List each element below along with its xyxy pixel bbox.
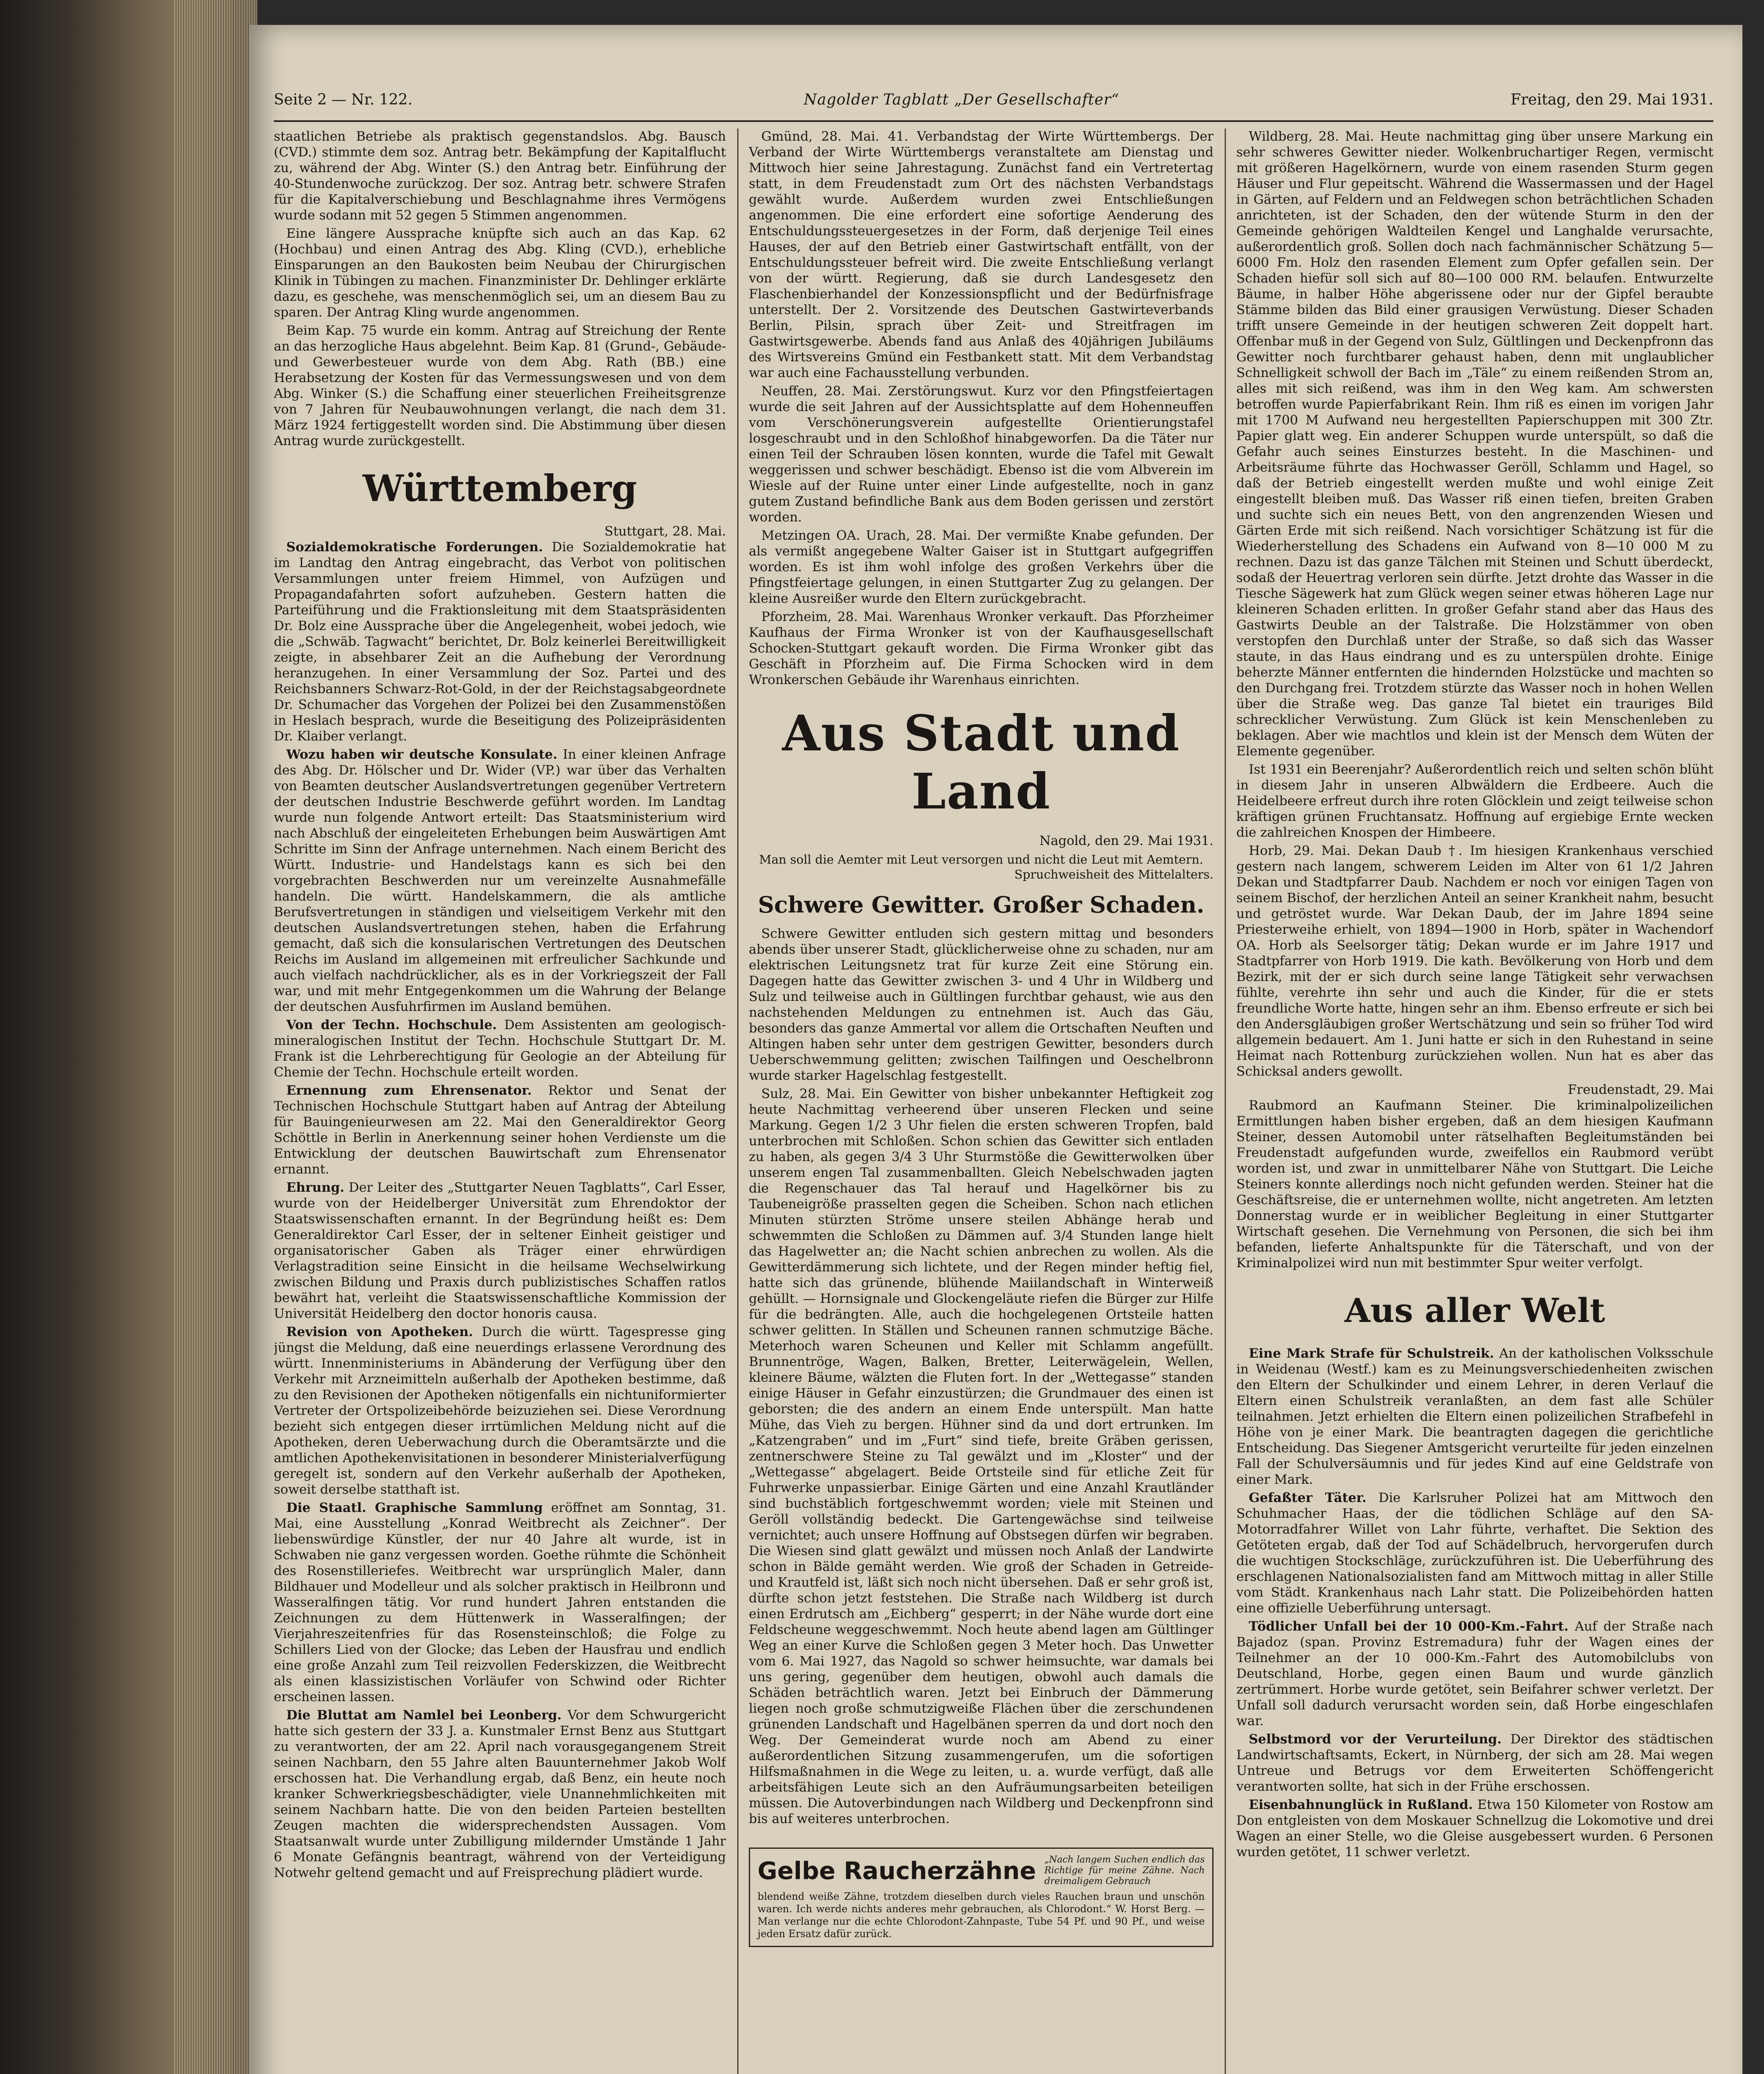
dateline: Nagold, den 29. Mai 1931.: [1039, 833, 1213, 848]
article-paragraph: [1236, 1346, 1713, 1487]
header-rule: [274, 120, 1713, 122]
article-paragraph: [274, 1017, 726, 1080]
article-lead: Die Staatl. Graphische Sammlung: [286, 1500, 543, 1515]
article-paragraph: [1236, 1797, 1713, 1860]
article-text: Der Leiter des „Stuttgarter Neuen Tagblatts“, Carl Esser, wurde von der Heidelberger Universität zum Ehrendoktor der Staatswissenschaften ernannt. In der Begründung heißt es: Dem Generaldirektor Carl Esser, der in seltener Einheit geistiger und organisatorischer Gaben als Träger einer ehrwürdigen Verlagstradition seine Einsicht in die heilsame Wechselwirkung zwischen Bildung und Praxis durch publizistisches Schaffen ratlos bewährt hat, verleiht die Staatswissenschaftliche Kommission der Universität Heidelberg den doctor honoris causa.: [274, 1180, 726, 1321]
article-lead: Die Bluttat am Namlel bei Leonberg.: [286, 1708, 562, 1723]
ad-quote: „Nach langem Suchen endlich das Richtige für meine Zähne. Nach dreimaligem Gebrauch: [1044, 1855, 1205, 1887]
column-rule: [1225, 129, 1226, 2074]
article-paragraph: [1236, 1731, 1713, 1794]
ad-header: [758, 1855, 1205, 1887]
article-lead: Wozu haben wir deutsche Konsulate.: [286, 747, 558, 762]
column-3: [1236, 129, 1713, 2074]
article-paragraph: Neuffen, 28. Mai. Zerstörungswut. Kurz vor den Pfingstfeiertagen wurde die seit Jahren auf der Aussichtsplatte auf dem Hohenneuffen vom Verschönerungsverein aufgestellte Orientierungstafel losgeschraubt und in den Schloßhof hinabgeworfen. Da die Täter nur einen Teil der Schrauben lösen konnten, wurde die Tafel mit Gewalt weggerissen und schwer beschädigt. Ebenso ist die vom Albverein im Wiesle auf der Ruine unter einer Linde aufgestellte, noch in ganz gutem Zustand befindliche Bank aus dem Boden gerissen und zerstört worden.: [749, 384, 1213, 525]
article-lead: Eisenbahnunglück in Rußland.: [1249, 1797, 1473, 1812]
dateline: Freudenstadt, 29. Mai: [1568, 1082, 1713, 1097]
article-paragraph: [274, 539, 726, 744]
section-heading-aus-stadt-und-land: Aus Stadt und Land: [782, 704, 1180, 820]
article-text: Auf der Straße nach Bajadoz (span. Provinz Estremadura) fuhr der Wagen eines der Teilnehmer an der 10 000-Km.-Fahrt des Automobilclubs von Deutschland, Horbe, gegen einen Baum und wurde gänzlich zertrümmert. Horbe wurde getötet, sein Beifahrer schwer verletzt. Der Unfall soll dadurch verursacht worden sein, daß Horbe eingeschlafen war.: [1236, 1619, 1713, 1728]
article-text: An der katholischen Volksschule in Weidenau (Westf.) kam es zu Meinungsverschiedenheiten zwischen den Eltern der Schulkinder und einem Lehrer, in deren Verlauf die Eltern einen Schulstreik veranlaßten, an dem fast alle Schüler teilnahmen. Jetzt erhielten die Eltern einen polizeilichen Strafbefehl in Höhe von je einer Mark. Die beantragten dagegen die gerichtliche Entscheidung. Das Siegener Amtsgericht verurteilte für jeden einzelnen Fall der Schulversäumnis und für jedes Kind auf eine Geldstrafe von einer Mark.: [1236, 1346, 1713, 1487]
article-lead: Eine Mark Strafe für Schulstreik.: [1249, 1346, 1494, 1361]
article-paragraph: Eine längere Aussprache knüpfte sich auch an das Kap. 62 (Hochbau) und einen Antrag des Abg. Kling (CVD.), erhebliche Einsparungen an den Baukosten beim Neubau der Chirurgischen Klinik in Tübingen zu machen. Finanzminister Dr. Dehlinger erklärte dazu, es geschehe, was menschenmöglich sei, um an diesem Bau zu sparen. Der Antrag Kling wurde angenommen.: [274, 226, 726, 320]
article-lead: Revision von Apotheken.: [286, 1324, 473, 1339]
advertisement-chlorodont: [749, 1848, 1213, 1947]
article-text: eröffnet am Sonntag, 31. Mai, eine Ausstellung „Konrad Weitbrecht als Zeichner“. Der liebenswürdige Künstler, der nur 40 Jahre alt wurde, ist in Schwaben nie ganz vergessen worden. Goethe rühmte die Schönheit des Rosenstilleriefes. Weitbrecht war ursprünglich Maler, dann Bildhauer und Modelleur und als solcher praktisch in Heilbronn und Wasseralfingen tätig. Vor rund hundert Jahren entstanden die Zeichnungen zu dem Hüttenwerk in Wasseralfingen; der Vierjahreszeitenfries für das Rosensteinschloß; die Folge zu Schillers Lied von der Glocke; das Leben der Hausfrau und endlich eine große Anzahl zum Teil reizvollen Federskizzen, die Weitbrecht als einen klassizistischen Vorläufer von Schwind oder Richter erscheinen lassen.: [274, 1500, 726, 1704]
article-lead: Selbstmord vor der Verurteilung.: [1249, 1732, 1502, 1747]
article-paragraph: Ist 1931 ein Beerenjahr? Außerordentlich reich und selten schön blüht in diesem Jahr in unseren Albwäldern die Erdbeere. Auch die Heidelbeere erfreut durch ihre roten Glöcklein und zeigt teilweise schon kräftigen grünen Fruchtansatz. Hoffnung auf ergiebige Ernte wecken die zahlreichen Knospen der Himbeere.: [1236, 762, 1713, 840]
page-header: [274, 83, 1713, 116]
article-paragraph: Gmünd, 28. Mai. 41. Verbandstag der Wirte Württembergs. Der Verband der Wirte Württembergs veranstaltete am Dienstag und Mittwoch hier seine Jahrestagung. Zunächst fand ein Vertretertag statt, in dem Freudenstadt zum Ort des nächsten Verbandstags gewählt wurde. Außerdem wurden zwei Entschließungen angenommen. Die eine erfordert eine sofortige Aenderung des Entschuldungssteuergesetzes in der Form, daß derjenige Teil eines Hauses, der auf den Betrieb einer Gastwirtschaft entfällt, von der Entschuldungssteuer befreit wird. Die zweite Entschließung verlangt von der württ. Regierung, daß sie durch Landesgesetz den Flaschenbierhandel der Konzessionspflicht und der Bedürfnisfrage unterstellt. Der 2. Vorsitzende des Deutschen Gastwirteverbands Berlin, Pilsin, sprach über Zeit- und Streitfragen im Gastwirtsgewerbe. Abends fand aus Anlaß des 40jährigen Jubiläums des Wirtsvereins Gmünd ein Festbankett statt. Mit dem Verbandstag war auch eine Fachausstellung verbunden.: [749, 129, 1213, 380]
article-lead: Sozialdemokratische Forderungen.: [286, 540, 543, 555]
article-lead: Tödlicher Unfall bei der 10 000-Km.-Fahrt.: [1249, 1619, 1569, 1634]
article-lead: Gefaßter Täter.: [1249, 1490, 1367, 1505]
article-lead: Ernennung zum Ehrensenator.: [286, 1083, 532, 1098]
article-paragraph: Raubmord an Kaufmann Steiner. Die kriminalpolizeilichen Ermittlungen haben bisher ergeben, daß an dem hiesigen Kaufmann Steiner, dessen Automobil unter rätselhaften Begleitumständen bei Freudenstadt aufgefunden wurde, zweifellos ein Raubmord verübt worden ist, und zwar in unmittelbarer Nähe von Stuttgart. Die Leiche Steiners konnte allerdings noch nicht gefunden werden. Steiner hat die Geschäftsreise, die er unternehmen wollte, nicht angetreten. Am letzten Donnerstag wurde er in weiblicher Begleitung in einer Stuttgarter Wirtschaft gesehen. Die Vernehmung von Personen, die sich bei ihm befanden, lieferte Anhaltspunkte für die Täterschaft, und von der Kriminalpolizei wird nun mit bestimmter Spur weiter verfolgt.: [1236, 1098, 1713, 1271]
article-paragraph: Sulz, 28. Mai. Ein Gewitter von bisher unbekannter Heftigkeit zog heute Nachmittag verheerend über unseren Flecken und seine Markung. Gegen 1/2 3 Uhr fielen die ersten schweren Tropfen, bald unterbrochen mit Schloßen. Schon schien das Gewitter sich entladen zu haben, als gegen 3/4 3 Uhr Sturmstöße die Gewitterwolken über unserem engen Tal zusammenballten. Gleich Nebelschwaden jagten die Regenschauer das Tal herauf und Hagelkörner bis zu Taubeneigröße prasselten gegen die Scheiben. Schon nach etlichen Minuten stürzten Ströme unsere steilen Abhänge herab und schwemmten die Schloßen zu Dämmen auf. 3/4 Stunden lange hielt das Hagelwetter an; die Nacht schien anbrechen zu wollen. Als die Gewitterdämmerung sich lichtete, und der Regen minder heftig fiel, hatte sich das grünende, blühende Maiilandschaft in Winterweiß gehüllt. — Hornsignale und Glockengeläute riefen die Bürger zur Hilfe für die bedrängten. Alle, auch die hochgelegenen Ortsteile hatten schwer gelitten. In Ställen und Scheunen rannen schmutzige Bäche. Meterhoch waren Scheunen und Keller mit Schlamm angefüllt. Brunnentröge, Wagen, Balken, Bretter, Leiterwägelein, Wellen, kleinere Bäume, wälzten die Fluten fort. In der „Wettegasse“ standen einige Häuser in Gefahr einzustürzen; die Grundmauer des einen ist geborsten; die des andern an einem Ende unterspült. Man hatte Mühe, das Vieh zu bergen. Hühner sind da und dort ertrunken. Im „Katzengraben“ und im „Furt“ sind tiefe, breite Gräben gerissen, zentnerschwere Steine zu Tal gewälzt und im „Kloster“ und der „Wettegasse“ abgelagert. Beide Ortsteile sind für etliche Zeit für Fuhrwerke unpassierbar. Einige Gärten und eine Anzahl Krautländer sind buchstäblich fortgeschwemmt worden; viele mit Steinen und Geröll vollständig bedeckt. Die Gartengewächse sind teilweise vernichtet; auch unsere Hoffnung auf Obstsegen dürfen wir begraben. Die Wiesen sind glatt gewälzt und müssen noch Anlaß der Landwirte schon in Bälde gemäht werden. Wie groß der Schaden in Getreide- und Krautfeld ist, läßt sich noch nicht übersehen. Daß er sehr groß ist, dürfte schon jetzt feststehen. Die Straße nach Wildberg ist durch einen Erdrutsch am „Eichberg“ gesperrt; in der Nähe wurde dort eine Feldscheune weggeschwemmt. Noch heute abend lagen am Gültlinger Weg an einer Kurve die Schloßen gegen 3 Meter hoch. Das Unwetter vom 6. Mai 1927, das Nagold so schwer heimsuchte, war damals bei uns gering, gegenüber dem heutigen, obwohl auch damals die Schäden beträchtlich waren. Jetzt bei Einbruch der Dämmerung liegen noch große schmutzigweiße Flächen über die zerschundenen grünenden Landschaft und Hagelbänen sperren da und dort noch den Weg. Der Gemeinderat wurde noch am Abend zu einer außerordentlichen Sitzung zusammengerufen, um die sofortigen Hilfsmaßnahmen in die Wege zu leiten, u. a. wurde verfügt, daß alle arbeitsfähigen Leute sich an den Aufräumungsarbeiten beteiligen müssen. Die Autoverbindungen nach Wildberg und Deckenpfronn sind bis auf weiteres unterbrochen.: [749, 1086, 1213, 1826]
article-paragraph: [274, 1180, 726, 1322]
article-paragraph: [274, 1324, 726, 1497]
article-paragraph: Pforzheim, 28. Mai. Warenhaus Wronker verkauft. Das Pforzheimer Kaufhaus der Firma Wronker ist von der Kaufhausgesellschaft Schocken-Stuttgart gekauft worden. Die Firma Wronker gibt das Geschäft in Pforzheim auf. Die Firma Schocken wird in dem Wronkerschen Gebäude ihr Warenhaus einrichten.: [749, 609, 1213, 687]
article-paragraph: staatlichen Betriebe als praktisch gegenstandslos. Abg. Bausch (CVD.) stimmte dem soz. Antrag betr. Bekämpfung der Kapitalflucht zu, während der Abg. Winter (S.) den Antrag betr. Einführung der 40-Stundenwoche zurückzog. Der soz. Antrag betr. schwere Strafen für die Kapitalverschiebung und Beschlagnahme ihres Vermögens wurde sodann mit 52 gegen 5 Stimmen angenommen.: [274, 129, 726, 223]
article-paragraph: Beim Kap. 75 wurde ein komm. Antrag auf Streichung der Rente an das herzogliche Haus abgelehnt. Beim Kap. 81 (Grund-, Gebäude- und Gewerbesteuer wurde von dem Abg. Rath (BB.) eine Herabsetzung der Kosten für das Vermessungswesen und von dem Abg. Winker (S.) die Schaffung einer steuerlichen Freiheitsgrenze von 7 Jahren für Neubauwohnungen verlangt, die nach dem 31. März 1924 fertiggestellt worden sind. Die Abstimmung über diesen Antrag wurde zurückgestellt.: [274, 323, 726, 448]
newspaper-page: [249, 25, 1742, 2074]
header-date: Freitag, den 29. Mai 1931.: [1511, 91, 1713, 108]
article-paragraph: [274, 1083, 726, 1177]
article-text: Durch die württ. Tagespresse ging jüngst die Meldung, daß eine neuerdings erlassene Verordnung des württ. Innenministeriums in Abänderung der Verfügung über den Verkehr mit Arzneimitteln außerhalb der Apotheken bestimme, daß zu den Revisionen der Apotheken nötigenfalls ein nichtuniformierter Vertreter der Ortspolizeibehörde beizuziehen sei. Diese Verordnung bezieht sich entgegen dieser irrtümlichen Meldung nicht auf die Apotheken, deren Ueberwachung durch die Oberamtsärzte und die amtlichen Apothekenvisitationen in besonderer Ministerialverfügung geregelt ist, sondern auf den Verkehr außerhalb der Apotheken, soweit derselbe statthaft ist.: [274, 1324, 726, 1497]
article-text: Etwa 150 Kilometer von Rostow am Don entgleisten von dem Moskauer Schnellzug die Lokomotive und drei Wagen an einer Stelle, wo die Gleise ausgebessert wurden. 6 Personen wurden getötet, 11 schwer verletzt.: [1236, 1797, 1713, 1860]
article-paragraph: [274, 1707, 726, 1881]
article-text: Rektor und Senat der Technischen Hochschule Stuttgart haben auf Antrag der Abteilung für Bauingenieurwesen am 22. Mai den Generaldirektor Georg Schöttle in Berlin in Anerkennung seiner hohen Verdienste um die Entwicklung der deutschen Bauwirtschaft zum Ehrensenator ernannt.: [274, 1083, 726, 1177]
article-paragraph: [1236, 1490, 1713, 1616]
article-text: Die Karlsruher Polizei hat am Mittwoch den Schuhmacher Haas, der die tödlichen Schläge auf den SA-Motorradfahrer Willet von Lahr führte, verhaftet. Die Sektion des Getöteten ergab, daß der Tod auf Schädelbruch, hervorgerufen durch die wuchtigen Stockschläge, zurückzuführen ist. Die Ueberführung des erschlagenen Nationalsozialisten fand am Mittwoch mittag in aller Stille vom Städt. Krankenhaus nach Lahr statt. Die Polizeibehörden hatten eine offizielle Ueberführung untersagt.: [1236, 1490, 1713, 1616]
article-paragraph: [1236, 1619, 1713, 1729]
motto-source: Spruchweisheit des Mittelalters.: [1014, 867, 1213, 881]
article-paragraph: Schwere Gewitter entluden sich gestern mittag und besonders abends über unserer Stadt, glücklicherweise ohne zu schaden, nur am elektrischen Leitungsnetz trat für kurze Zeit eine Störung ein. Dagegen hatte das Gewitter zwischen 3- und 4 Uhr in Wildberg und Sulz und teilweise auch in Gültlingen furchtbar gehaust, wie aus den nachstehenden Meldungen zu entnehmen ist. Auch das Gäu, besonders das ganze Ammertal vor allem die Ortschaften Neuften und Altingen haben sehr unter dem gestrigen Gewitter, besonders durch Ueberschwemmung gelitten; zwischen Tailfingen und Oeschelbronn wurde starker Hagelschlag festgestellt.: [749, 926, 1213, 1083]
column-1: [274, 129, 726, 2074]
article-text: Vor dem Schwurgericht hatte sich gestern der 33 J. a. Kunstmaler Ernst Benz aus Stuttgart zu verantworten, der am 22. April nach vorausgegangenem Streit seinen Nachbarn, den 55 Jahre alten Bauunternehmer Jakob Wolf erschossen hat. Die Verhandlung ergab, daß Benz, ein heute noch kranker Schwerkriegsbeschädigter, viele Unannehmlichkeiten mit seinem Nachbarn hatte. Die von den beiden Parteien bestellten Zeugen machten die widersprechendsten Aussagen. Vom Staatsanwalt wurde unter Zubilligung mildernder Umstände 1 Jahr 6 Monate Gefängnis beantragt, während von der Verteidigung Notwehr geltend gemacht und auf Freisprechung plädiert wurde.: [274, 1708, 726, 1880]
article-text: Dem Assistenten am geologisch-mineralogischen Institut der Techn. Hochschule Stuttgart Dr. M. Frank ist die Lehrberechtigung für Geologie an der Abteilung für Chemie der Techn. Hochschule erteilt worden.: [274, 1018, 726, 1080]
article-paragraph: [274, 747, 726, 1015]
section-heading-wuerttemberg: Württemberg: [363, 467, 637, 510]
article-paragraph: Metzingen OA. Urach, 28. Mai. Der vermißte Knabe gefunden. Der als vermißt angegebene Walter Gaiser ist in Stuttgart aufgegriffen worden. Es ist ihm wohl infolge des großen Verkehrs über die Pfingstfeiertage gelungen, in einen Stuttgarter Zug zu gelangen. Der kleine Ausreißer wurde den Eltern zurückgebracht.: [749, 528, 1213, 606]
header-page-number: Seite 2 — Nr. 122.: [274, 91, 413, 108]
motto: [749, 852, 1213, 882]
ad-title: Gelbe Raucherzähne: [758, 1857, 1036, 1885]
article-lead: Von der Techn. Hochschule.: [286, 1018, 497, 1032]
motto-text: Man soll die Aemter mit Leut versorgen und nicht die Leut mit Aemtern.: [759, 852, 1204, 867]
article-text: Die Sozialdemokratie hat im Landtag den Antrag eingebracht, das Verbot von politischen Versammlungen unter freiem Himmel, von Aufzügen und Propagandafahrten sofort aufzuheben. Gestern hatten die Parteiführung und die Fraktionsleitung mit dem Staatspräsidenten Dr. Bolz eine Aussprache über die Angelegenheit, wobei jedoch, wie die „Schwäb. Tagwacht“ berichtet, Dr. Bolz keinerlei Bereitwilligkeit zeigte, in absehbarer Zeit an die Aufhebung der Verordnung heranzugehen. In einer Versammlung der Soz. Partei und des Reichsbanners Schwarz-Rot-Gold, in der der Reichstagsabgeordnete Dr. Schumacher das Vorgehen der Polizei bei den Zusammenstößen in Heslach besprach, wurde die Beseitigung des Polizeipräsidenten Dr. Klaiber verlangt.: [274, 540, 726, 744]
article-paragraph: Wildberg, 28. Mai. Heute nachmittag ging über unsere Markung ein sehr schweres Gewitter nieder. Wolkenbruchartiger Regen, vermischt mit größeren Hagelkörnern, wurde von einem rasenden Sturm gegen Häuser und Flur gepeitscht. Während die Wassermassen und der Hagel in Gärten, auf Feldern und an Feldwegen schon beträchtlichen Schaden anrichteten, ist der Schaden, den der wütende Sturm in den der Gemeinde gehörigen Waldteilen Kengel und Langhalde verursachte, außerordentlich groß. Sollen doch nach fachmännischer Schätzung 5—6000 Fm. Holz den rasenden Element zum Opfer gefallen sein. Der Schaden hiefür soll sich auf 80—100 000 RM. belaufen. Entwurzelte Bäume, in halber Höhe abgerissene oder nur der Gipfel beraubte Stämme bilden das Bild einer grausigen Verwüstung. Dieser Schaden trifft unsere Gemeinde in der heutigen schweren Zeit doppelt hart. Offenbar muß in der Gegend von Sulz, Gültlingen und Deckenpfronn das Gewitter noch furchtbarer gehaust haben, denn mit unglaublicher Schnelligkeit schwoll der Bach im „Täle“ zu einem reißenden Strom an, alles mit sich reißend, was ihm in den Weg kam. Am schwersten betroffen wurde Papierfabrikant Rein. Ihm riß es einen im vorigen Jahr mit 1700 M Aufwand neu hergestellten Papierschuppen mit 300 Ztr. Papier glatt weg. Ein anderer Schuppen wurde unterspült, so daß die Gefahr auch seines Einsturzes besteht. In die Maschinen- und Arbeitsräume führte das Hochwasser Geröll, Schlamm und Hagel, so daß der Betrieb eingestellt werden mußte und wohl einige Zeit eingestellt bleiben muß. Das Wasser riß einen tiefen, breiten Graben und suchte sich ein neues Bett, von den angrenzenden Wiesen und Gärten Erde mit sich reißend. Nach vorsichtiger Schätzung ist für die Wiederherstellung des Schadens ein Aufwand von 8—10 000 M zu rechnen. Dazu ist das ganze Tälchen mit Steinen und Schutt überdeckt, sodaß der Heuertrag verloren sein dürfte. Jetzt drohte das Wasser in die Tiesche Sägewerk hat zum Glück wegen seiner etwas höheren Lage nur kleineren Schaden erlitten. In großer Gefahr stand aber das Haus des Gastwirts Deuble an der Talstraße. Die Holzstämmer von oben verstopfen den Durchlaß unter der Straße, so daß sich das Wasser staute, in das Haus eindrang und es zu unterspülen drohte. Einige beherzte Männer entfernten die hindernden Holzstücke und machten so den Durchgang frei. Trotzdem stürzte das Wasser noch in hohen Wellen über die Straße weg. Das ganze Tal bietet ein trauriges Bild schrecklicher Verwüstung. Zum Glück ist kein Menschenleben zu beklagen. Aber wie machtlos und klein ist der Mensch dem Wüten der Elemente gegenüber.: [1236, 129, 1713, 759]
article-paragraph: Horb, 29. Mai. Dekan Daub †. Im hiesigen Krankenhaus verschied gestern nach langem, schwerem Leiden im Alter von 61 1/2 Jahren Dekan und Stadtpfarrer Daub. Nachdem er noch vor einigen Tagen von seinem Bischof, der herzlichen Anteil an seiner Krankheit nahm, besucht und getröstet wurde. War Dekan Daub, der im Jahre 1894 seine Priesterweihe erhielt, von 1894—1900 in Horb, später in Wachendorf OA. Horb als Seelsorger tätig; Dekan wurde er im Jahre 1917 und Stadtpfarrer von Horb 1919. Die kath. Bevölkerung von Horb und dem Bezirk, mit der er sich durch seine lange Tätigkeit sehr verwachsen fühlte, verehrte ihn sehr und auch die Kinder, für die er stets freundliche Worte hatte, hingen sehr an ihm. Ebenso erfreute er sich bei den Andersgläubigen großer Wertschätzung und sein so früher Tod wird allgemein bedauert. Am 1. Juni hatte er sich in den Ruhestand in seine Heimat nach Rottenburg zurückziehen wollen. Nun hat es aber das Schicksal anders gewollt.: [1236, 843, 1713, 1079]
header-masthead: Nagolder Tagblatt „Der Gesellschafter“: [804, 91, 1120, 108]
article-text: Der Direktor des städtischen Landwirtschaftsamts, Eckert, in Nürnberg, der sich am 28. Mai wegen Untreue und Betrugs vor dem Erweiterten Schöffengericht verantworten sollte, hat sich in der Frühe erschossen.: [1236, 1732, 1713, 1794]
page-stack-edge: [174, 0, 257, 2074]
dateline: Stuttgart, 28. Mai.: [604, 524, 726, 539]
article-headline: Schwere Gewitter. Großer Schaden.: [758, 891, 1204, 918]
article-text: In einer kleinen Anfrage des Abg. Dr. Hölscher und Dr. Wider (VP.) war über das Verhalten von Beamten deutscher Auslandsvertretungen gegenüber Vertretern der deutschen Industrie Beschwerde geführt worden. Im Landtag wurde nun folgende Antwort erteilt: Das Staatsministerium wird nach Abschluß der eingeleiteten Erhebungen beim Auswärtigen Amt Schritte im Sinn der Anfrage unternehmen. Nach einem Bericht des Württ. Industrie- und Handelstags kann es sich bei den vorgebrachten Beschwerden nur um vereinzelte Ausnahmefälle handeln. Die württ. Handelskammern, die als amtliche Berufsvertretungen in ständigen und vielseitigem Verkehr mit den deutschen Auslandsvertretungen stehen, haben die Erfahrung gemacht, daß sich die konsularischen Vertretungen des Deutschen Reichs im Ausland im allgemeinen mit erfreulicher Sachkunde und auch vielfach nachdrücklicher, als es in der Vorkriegszeit der Fall war, und mit mehr Entgegenkommen um die Wahrung der Belange der deutschen Ausfuhrfirmen im Ausland bemühen.: [274, 747, 726, 1014]
ad-body: blendend weiße Zähne, trotzdem dieselben durch vieles Rauchen braun und unschön waren. Ich werde nichts anderes mehr gebrauchen, als Chlorodont.“ W. Horst Berg. — Man verlange nur die echte Chlorodont-Zahnpaste, Tube 54 Pf. und 90 Pf., und weise jeden Ersatz dafür zurück.: [758, 1891, 1205, 1940]
column-rule: [737, 129, 738, 2074]
article-paragraph: [274, 1500, 726, 1705]
section-heading-aus-aller-welt: Aus aller Welt: [1344, 1291, 1606, 1330]
column-2: [749, 129, 1213, 2074]
article-lead: Ehrung.: [286, 1180, 345, 1195]
